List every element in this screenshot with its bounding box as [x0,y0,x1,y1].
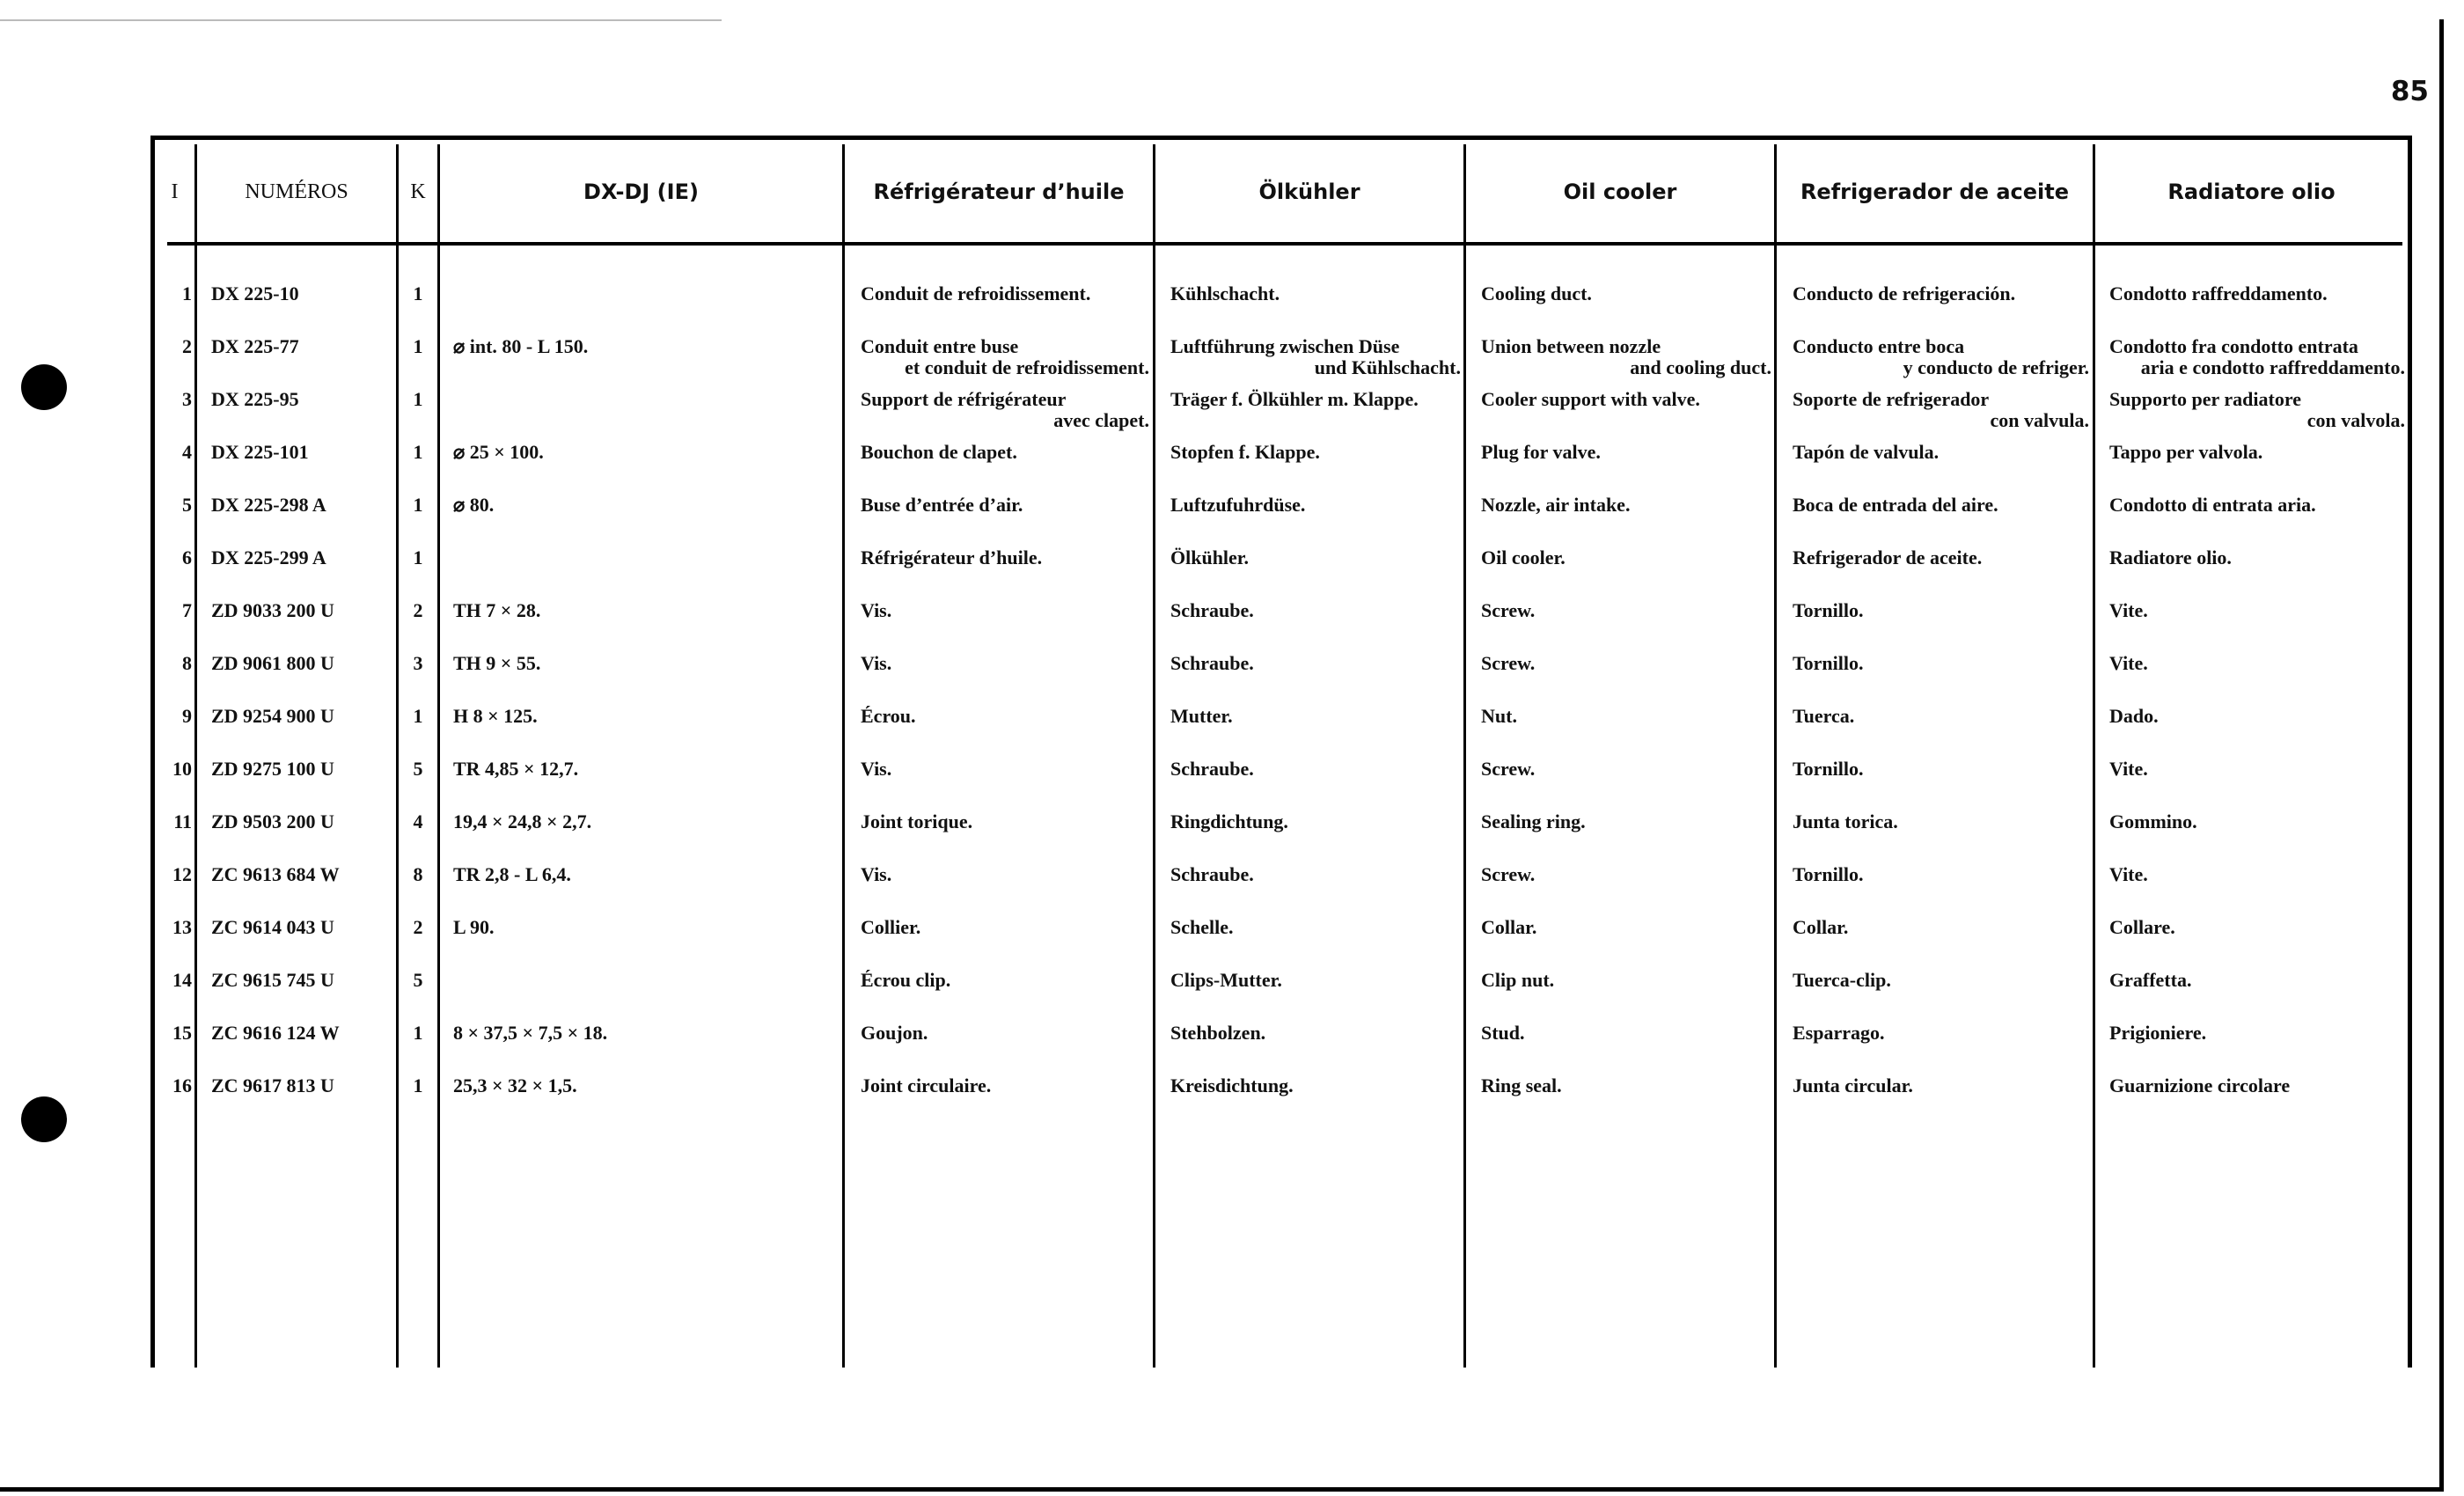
row-index: 10 [172,758,192,780]
row-english [1481,653,1771,674]
row-index: 1 [182,282,192,304]
row-italian [2109,811,2405,832]
row-quantity: 1 [413,1074,423,1096]
row-spanish [1793,283,2089,304]
row-spanish [1793,917,2089,938]
row-spanish [1793,600,2089,621]
row-german [1170,442,1461,463]
row-italian [2109,970,2405,991]
cell-line: Vis. [861,652,892,674]
table-top-border [155,136,2411,140]
cell-line: Clips-Mutter. [1170,969,1282,991]
header-numeros: NUMÉROS [245,180,348,203]
cell-line: Condotto fra condotto entrata [2109,335,2358,357]
cell-line: Screw. [1481,652,1536,674]
cell-line: Vite. [2109,863,2148,885]
cell-line: y conducto de refriger. [1903,356,2089,378]
column-divider [437,144,440,1368]
part-number: DX 225-299 A [211,546,326,568]
cell-line: Ringdichtung. [1170,810,1288,832]
row-italian [2109,706,2405,727]
row-quantity: 8 [413,863,423,885]
cell-line: Condotto raffreddamento. [2109,282,2328,304]
faint-top-rule [0,19,722,21]
cell-line: Collier. [861,916,921,938]
row-german [1170,1075,1461,1096]
part-number: ZC 9614 043 U [211,916,334,938]
row-italian [2109,283,2405,304]
part-number: DX 225-95 [211,388,299,410]
header-french: Réfrigérateur d’huile [873,180,1125,204]
row-french [861,389,1149,431]
row-italian [2109,653,2405,674]
cell-line: Conduit entre buse [861,335,1019,357]
row-french [861,283,1149,304]
cell-line: Joint torique. [861,810,973,832]
row-english [1481,759,1771,780]
cell-line: Conduit de refroidissement. [861,282,1091,304]
row-english [1481,600,1771,621]
row-spec: 8 × 37,5 × 7,5 × 18. [453,1022,608,1044]
row-spec: 19,4 × 24,8 × 2,7. [453,810,592,832]
row-spec: ⌀ 25 × 100. [453,441,544,463]
row-spec: 25,3 × 32 × 1,5. [453,1074,577,1096]
row-french [861,1075,1149,1096]
row-spanish [1793,442,2089,463]
row-english [1481,864,1771,885]
cell-line: Oil cooler. [1481,546,1566,568]
row-french [861,336,1149,378]
row-italian [2109,600,2405,621]
row-index: 2 [182,335,192,357]
cell-line: Collar. [1481,916,1537,938]
row-english [1481,811,1771,832]
cell-line: Tuerca-clip. [1793,969,1891,991]
row-german [1170,495,1461,516]
cell-line: Stud. [1481,1022,1525,1044]
row-index: 8 [182,652,192,674]
header-model: DX-DJ (IE) [583,180,699,204]
row-italian [2109,759,2405,780]
page-number: 85 [2390,76,2429,107]
cell-line: Screw. [1481,863,1536,885]
row-french [861,759,1149,780]
row-index: 14 [172,969,192,991]
cell-line: Ölkühler. [1170,546,1250,568]
row-index: 6 [182,546,192,568]
header-spanish: Refrigerador de aceite [1800,180,2070,204]
cell-line: Écrou. [861,705,916,727]
row-spanish [1793,653,2089,674]
row-spanish [1793,336,2089,378]
row-german [1170,759,1461,780]
part-number: ZD 9503 200 U [211,810,334,832]
row-german [1170,917,1461,938]
row-italian [2109,547,2405,568]
row-italian [2109,336,2405,378]
cell-line: Support de réfrigérateur [861,388,1067,410]
row-quantity: 1 [413,494,423,516]
part-number: ZC 9617 813 U [211,1074,334,1096]
cell-line: Tornillo. [1793,758,1864,780]
column-divider [396,144,399,1368]
row-german [1170,600,1461,621]
cell-line: Dado. [2109,705,2159,727]
row-index: 15 [172,1022,192,1044]
row-german [1170,811,1461,832]
cell-line: Stehbolzen. [1170,1022,1266,1044]
row-quantity: 4 [413,810,423,832]
cell-line: Vite. [2109,758,2148,780]
cell-line: Écrou clip. [861,969,951,991]
row-spanish [1793,811,2089,832]
cell-line: und Kühlschacht. [1314,356,1461,378]
cell-line: Tornillo. [1793,652,1864,674]
row-french [861,706,1149,727]
row-english [1481,389,1771,410]
row-spec: H 8 × 125. [453,705,538,727]
cell-line: Bouchon de clapet. [861,441,1017,463]
row-german [1170,970,1461,991]
cell-line: Union between nozzle [1481,335,1661,357]
column-divider [1774,144,1777,1368]
row-index: 16 [172,1074,192,1096]
cell-line: Junta torica. [1793,810,1898,832]
cell-line: Refrigerador de aceite. [1793,546,1983,568]
row-spec: ⌀ int. 80 - L 150. [453,335,589,357]
table-left-border [150,136,155,1368]
row-quantity: 1 [413,388,423,410]
cell-line: Schraube. [1170,652,1254,674]
cell-line: Junta circular. [1793,1074,1913,1096]
row-quantity: 1 [413,441,423,463]
header-index: I [171,180,179,203]
cell-line: Vite. [2109,652,2148,674]
part-number: DX 225-298 A [211,494,326,516]
row-index: 9 [182,705,192,727]
row-index: 4 [182,441,192,463]
row-index: 3 [182,388,192,410]
row-spanish [1793,864,2089,885]
row-quantity: 2 [413,599,423,621]
part-number: ZC 9615 745 U [211,969,334,991]
row-spanish [1793,759,2089,780]
cell-line: Tapón de valvula. [1793,441,1940,463]
column-divider [1463,144,1466,1368]
row-german [1170,547,1461,568]
cell-line: Esparrago. [1793,1022,1885,1044]
row-english [1481,547,1771,568]
cell-line: Soporte de refrigerador [1793,388,1990,410]
row-quantity: 1 [413,705,423,727]
row-spanish [1793,547,2089,568]
row-german [1170,706,1461,727]
punch-hole-top [21,364,67,410]
row-quantity: 1 [413,1022,423,1044]
cell-line: Cooler support with valve. [1481,388,1700,410]
punch-hole-bottom [21,1096,67,1142]
row-italian [2109,442,2405,463]
row-italian [2109,1075,2405,1096]
column-divider [842,144,845,1368]
row-italian [2109,389,2405,431]
cell-line: Graffetta. [2109,969,2192,991]
header-italian: Radiatore olio [2167,180,2336,204]
cell-line: Screw. [1481,599,1536,621]
cell-line: Cooling duct. [1481,282,1592,304]
row-french [861,811,1149,832]
cell-line: Vite. [2109,599,2148,621]
part-number: DX 225-101 [211,441,309,463]
cell-line: Guarnizione circolare [2109,1074,2291,1096]
row-german [1170,1023,1461,1044]
row-english [1481,1023,1771,1044]
row-italian [2109,495,2405,516]
cell-line: Vis. [861,758,892,780]
cell-line: Radiatore olio. [2109,546,2232,568]
cell-line: aria e condotto raffreddamento. [2140,356,2405,378]
row-quantity: 5 [413,758,423,780]
cell-line: Luftführung zwischen Düse [1170,335,1400,357]
cell-line: Sealing ring. [1481,810,1586,832]
cell-line: Réfrigérateur d’huile. [861,546,1043,568]
cell-line: Vis. [861,599,892,621]
table-right-border [2408,136,2412,1368]
row-spec: TR 4,85 × 12,7. [453,758,579,780]
row-german [1170,389,1461,410]
header-english: Oil cooler [1563,180,1677,204]
row-german [1170,283,1461,304]
cell-line: Plug for valve. [1481,441,1601,463]
cell-line: Collar. [1793,916,1849,938]
row-quantity: 1 [413,546,423,568]
part-number: ZC 9613 684 W [211,863,340,885]
cell-line: Tappo per valvola. [2109,441,2263,463]
row-french [861,653,1149,674]
row-german [1170,336,1461,378]
cell-line: Clip nut. [1481,969,1555,991]
cell-line: Goujon. [861,1022,928,1044]
row-english [1481,1075,1771,1096]
row-index: 7 [182,599,192,621]
cell-line: Prigioniere. [2109,1022,2207,1044]
row-italian [2109,864,2405,885]
row-spanish [1793,1075,2089,1096]
column-divider [1153,144,1155,1368]
row-french [861,917,1149,938]
cell-line: Joint circulaire. [861,1074,992,1096]
row-english [1481,706,1771,727]
cell-line: Schelle. [1170,916,1234,938]
row-spanish [1793,706,2089,727]
cell-line: Gommino. [2109,810,2197,832]
row-english [1481,283,1771,304]
row-italian [2109,917,2405,938]
row-quantity: 3 [413,652,423,674]
row-english [1481,970,1771,991]
row-italian [2109,1023,2405,1044]
row-spanish [1793,1023,2089,1044]
row-english [1481,442,1771,463]
column-divider [2093,144,2095,1368]
cell-line: Nozzle, air intake. [1481,494,1631,516]
row-index: 11 [173,810,192,832]
header-k: K [410,180,426,203]
cell-line: and cooling duct. [1630,356,1771,378]
cell-line: Nut. [1481,705,1517,727]
row-quantity: 2 [413,916,423,938]
row-french [861,600,1149,621]
cell-line: Stopfen f. Klappe. [1170,441,1320,463]
row-spanish [1793,970,2089,991]
cell-line: Buse d’entrée d’air. [861,494,1023,516]
cell-line: et conduit de refroidissement. [905,356,1149,378]
row-spec: TH 7 × 28. [453,599,541,621]
cell-line: Luftzufuhrdüse. [1170,494,1306,516]
cell-line: con valvula. [1990,409,2089,431]
row-index: 12 [172,863,192,885]
row-spec: TR 2,8 - L 6,4. [453,863,571,885]
cell-line: Conducto entre boca [1793,335,1965,357]
cell-line: Träger f. Ölkühler m. Klappe. [1170,388,1419,410]
column-divider [194,144,197,1368]
part-number: DX 225-10 [211,282,299,304]
cell-line: con valvola. [2306,409,2405,431]
row-spanish [1793,389,2089,431]
row-spec: L 90. [453,916,495,938]
row-quantity: 1 [413,335,423,357]
cell-line: Ring seal. [1481,1074,1562,1096]
part-number: ZD 9275 100 U [211,758,334,780]
cell-line: Kreisdichtung. [1170,1074,1294,1096]
part-number: ZD 9254 900 U [211,705,334,727]
row-quantity: 5 [413,969,423,991]
row-french [861,547,1149,568]
cell-line: Kühlschacht. [1170,282,1280,304]
cell-line: Schraube. [1170,863,1254,885]
cell-line: Tornillo. [1793,599,1864,621]
row-french [861,1023,1149,1044]
part-number: ZD 9033 200 U [211,599,334,621]
part-number: ZD 9061 800 U [211,652,334,674]
cell-line: Vis. [861,863,892,885]
row-spanish [1793,495,2089,516]
header-german: Ölkühler [1258,180,1360,204]
page-right-border [2439,19,2444,1489]
row-spec: TH 9 × 55. [453,652,541,674]
cell-line: Mutter. [1170,705,1233,727]
row-english [1481,336,1771,378]
row-french [861,495,1149,516]
row-spec: ⌀ 80. [453,494,495,516]
row-quantity: 1 [413,282,423,304]
cell-line: Conducto de refrigeración. [1793,282,2016,304]
cell-line: Boca de entrada del aire. [1793,494,1998,516]
row-index: 13 [172,916,192,938]
cell-line: Supporto per radiatore [2109,388,2301,410]
cell-line: Condotto di entrata aria. [2109,494,2316,516]
cell-line: Tuerca. [1793,705,1855,727]
cell-line: Screw. [1481,758,1536,780]
cell-line: Tornillo. [1793,863,1864,885]
row-english [1481,917,1771,938]
row-german [1170,653,1461,674]
cell-line: Schraube. [1170,599,1254,621]
row-french [861,442,1149,463]
row-english [1481,495,1771,516]
page-bottom-border [0,1487,2444,1492]
row-index: 5 [182,494,192,516]
cell-line: avec clapet. [1053,409,1149,431]
part-number: DX 225-77 [211,335,299,357]
cell-line: Schraube. [1170,758,1254,780]
cell-line: Collare. [2109,916,2175,938]
row-german [1170,864,1461,885]
row-french [861,864,1149,885]
row-french [861,970,1149,991]
part-number: ZC 9616 124 W [211,1022,340,1044]
